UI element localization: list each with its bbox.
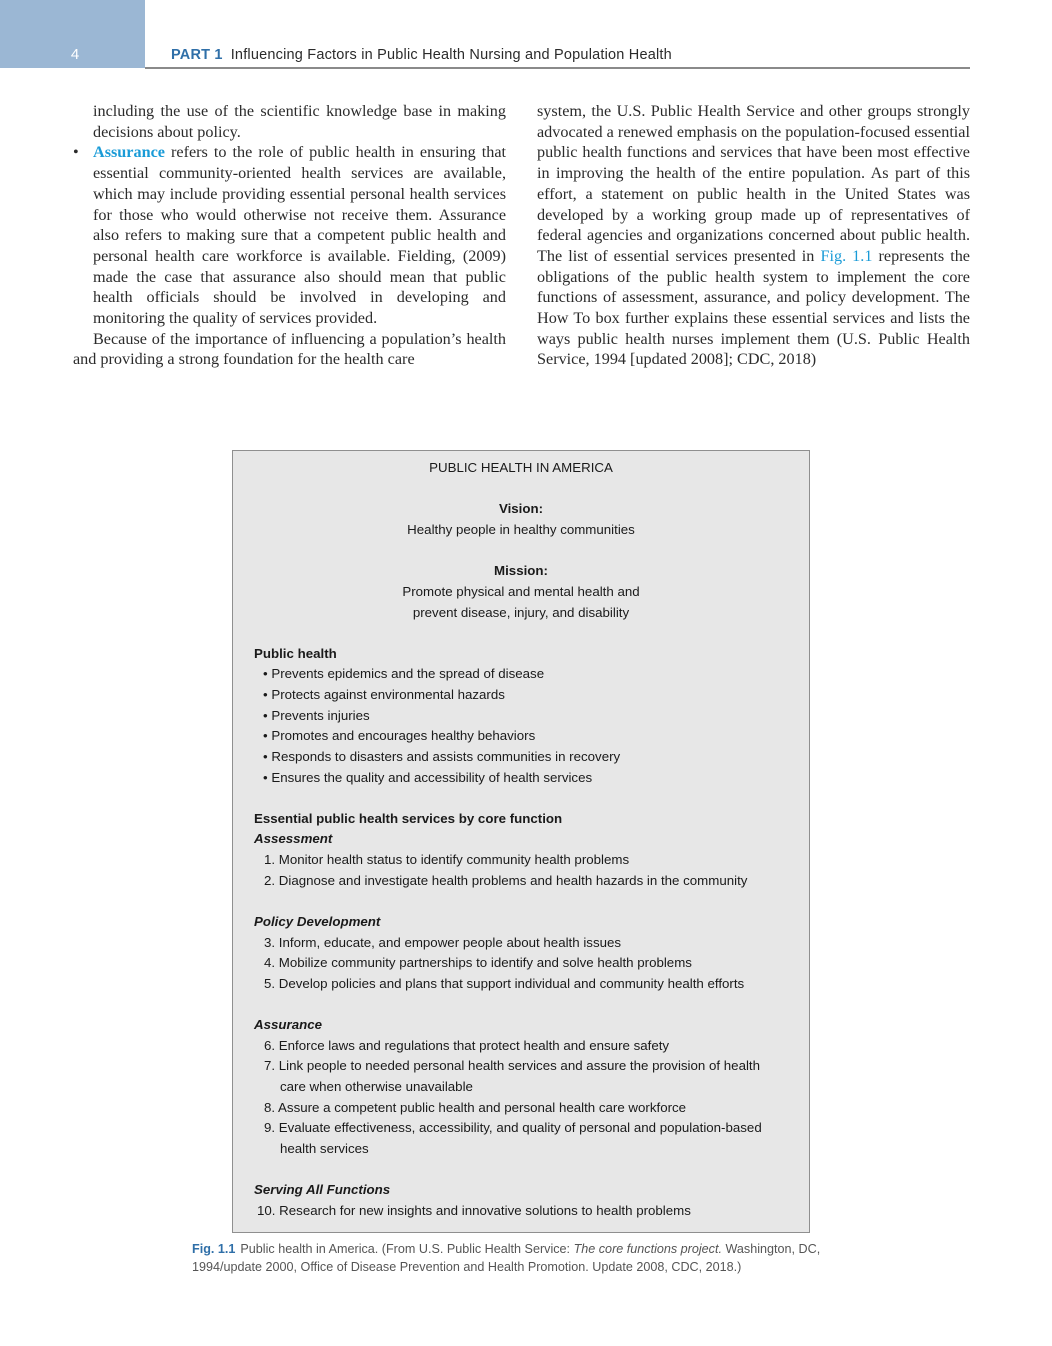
part-title: Influencing Factors in Public Health Nursing and Population Health	[230, 47, 672, 63]
vision-text: Healthy people in healthy communities	[407, 522, 635, 537]
body-paragraph: Because of the importance of influencing a population’s health and providing a strong foundation for the health care	[73, 329, 506, 369]
running-head	[171, 47, 672, 63]
part-label: PART 1	[171, 47, 223, 63]
caption-text-b: Washington, DC, 1994/update 2000, Office of Disease Prevention and Health Promotion. Update 2008, CDC, 2018.)	[192, 1242, 821, 1274]
public-health-heading: Public health	[254, 646, 337, 661]
figure-reference-link[interactable]: Fig. 1.1	[820, 246, 873, 265]
vision-label: Vision:	[498, 501, 544, 516]
list-item: 5. Develop policies and plans that support individual and community health efforts	[264, 976, 745, 991]
services-heading: Essential public health services by core function	[254, 811, 563, 826]
list-item: • Prevents injuries	[263, 708, 370, 723]
header-rule	[145, 67, 970, 69]
list-item-continuation: health services	[280, 1141, 369, 1156]
right-column	[537, 101, 970, 370]
list-item: 7. Link people to needed personal health services and assure the provision of health	[264, 1058, 761, 1073]
list-item: 6. Enforce laws and regulations that protect health and ensure safety	[264, 1038, 670, 1053]
assurance-definition: refers to the role of public health in ensuring that essential community-oriented health services are available, which may include providing essential personal health services for those who would otherwise not receive them. Assurance also refers to making sure that a competent public health and personal health care workforce is available. Fielding, (2009) made the case that assurance also should mean that public health officials should be involved in developing and monitoring the quality of services provided.	[93, 143, 506, 328]
list-item-continuation: care when otherwise unavailable	[280, 1079, 473, 1094]
list-item: 2. Diagnose and investigate health problems and health hazards in the community	[264, 873, 748, 888]
list-item: 1. Monitor health status to identify community health problems	[264, 852, 630, 867]
list-item: 3. Inform, educate, and empower people about health issues	[264, 935, 622, 950]
list-item: • Promotes and encourages healthy behaviors	[263, 728, 536, 743]
figure-label: Fig. 1.1	[192, 1242, 236, 1256]
figure-box	[232, 450, 810, 1233]
body-text-a: system, the U.S. Public Health Service and other groups strongly advocated a renewed emphasis on the population-focused essential public health functions and services that have been most effective in improving the health of the entire population. As part of this effort, a statement on public health in the United States was developed by a working group made up of representatives of federal agencies and organizations concerned about public health. The list of essential services presented in	[537, 102, 970, 265]
bullet-symbol: •	[73, 143, 79, 162]
mission-line: Promote physical and mental health and	[402, 584, 640, 599]
body-text-b: represents the obligations of the public health system to implement the core functions of assessment, assurance, and policy development. The How To box further explains these essential services and lists the ways public health nurses implement them (U.S. Public Health Service, 1994 [updated 2008]; CDC, 2018)	[537, 246, 970, 369]
serving-heading: Serving All Functions	[254, 1182, 391, 1197]
mission-line: prevent disease, injury, and disability	[412, 605, 630, 620]
caption-text-a: Public health in America. (From U.S. Public Health Service:	[240, 1242, 574, 1256]
assessment-heading: Assessment	[254, 831, 333, 846]
assurance-heading: Assurance	[254, 1017, 322, 1032]
list-item: 10. Research for new insights and innovative solutions to health problems	[257, 1203, 691, 1218]
assurance-term: Assurance	[93, 143, 165, 162]
mission-label: Mission:	[494, 563, 548, 578]
body-paragraph-continued	[537, 101, 970, 370]
list-item: • Ensures the quality and accessibility of health services	[263, 770, 593, 785]
left-column	[73, 101, 506, 370]
figure-caption	[192, 1241, 882, 1276]
figure-title: PUBLIC HEALTH IN AMERICA	[429, 460, 613, 475]
policy-heading: Policy Development	[254, 914, 381, 929]
list-item: • Protects against environmental hazards	[263, 687, 505, 702]
list-item: 4. Mobilize community partnerships to identify and solve health problems	[264, 955, 692, 970]
list-item: 9. Evaluate effectiveness, accessibility, and quality of personal and population-based	[264, 1120, 762, 1135]
list-item: • Responds to disasters and assists communities in recovery	[263, 749, 621, 764]
page-number: 4	[70, 46, 80, 63]
continuation-text: including the use of the scientific knowledge base in making decisions about policy.	[93, 102, 506, 141]
assurance-bullet	[73, 142, 506, 328]
list-item: 8. Assure a competent public health and personal health care workforce	[264, 1100, 687, 1115]
list-item: • Prevents epidemics and the spread of disease	[263, 666, 545, 681]
caption-italic: The core functions project.	[573, 1242, 722, 1256]
